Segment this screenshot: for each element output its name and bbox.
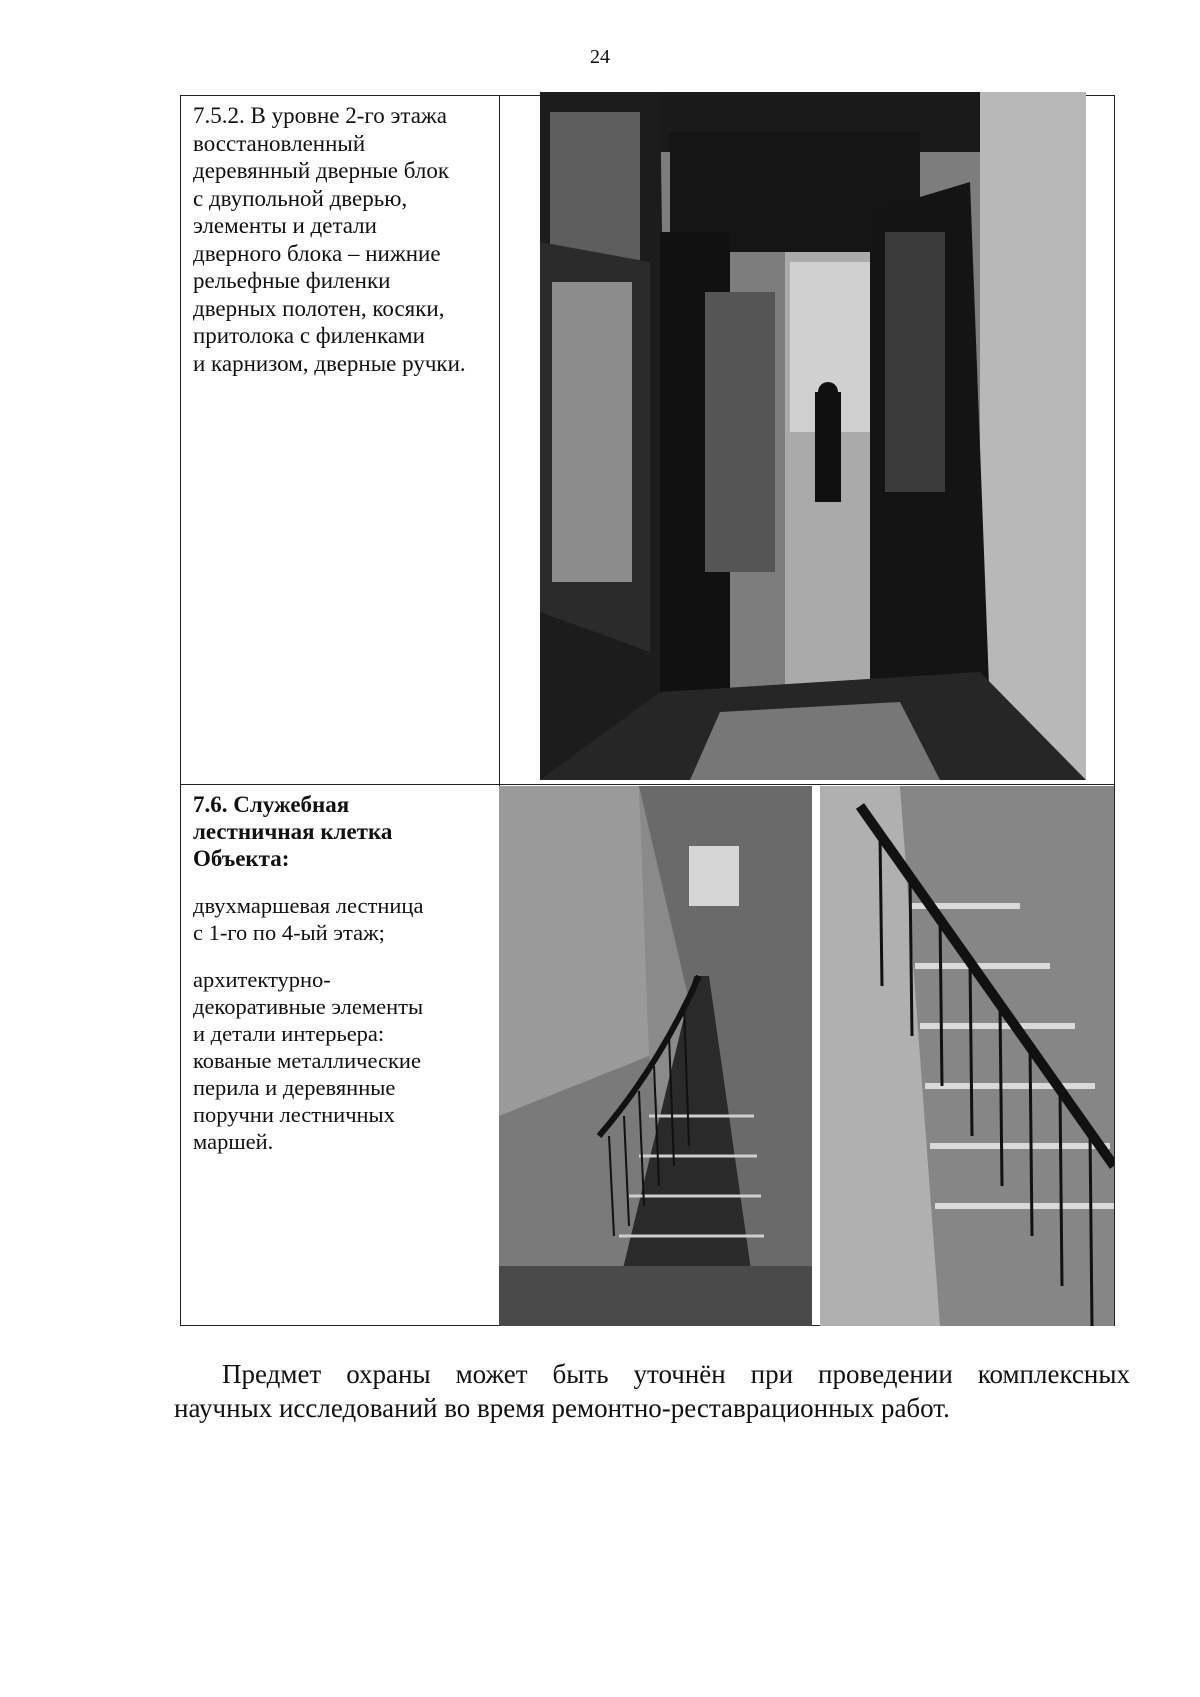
staircase-photo-right (820, 786, 1114, 1326)
description-cell (181, 785, 500, 1326)
text-line: архитектурно- (193, 967, 331, 992)
text-line: с 1-го по 4-ый этаж; (193, 920, 385, 945)
photo-cell (500, 96, 1115, 785)
item-description-7-5-2 (181, 96, 499, 377)
text-line: притолока с филенками (193, 323, 425, 348)
text-line: восстановленный (193, 130, 366, 156)
text-line: с двупольной дверью, (193, 185, 408, 211)
item-heading-7-6 (181, 785, 499, 872)
text-line: кованые металлические (193, 1048, 421, 1073)
text-line: двухмаршевая лестница (193, 893, 424, 918)
text-line: рельефные филенки (193, 268, 391, 293)
heading-line: лестничная клетка (193, 819, 393, 844)
staircase-description (181, 892, 499, 946)
text-line: перила и деревянные (193, 1075, 396, 1100)
text-line: дверных полотен, косяки, (193, 295, 445, 321)
table-row (181, 785, 1115, 1326)
text-line: и карнизом, дверные ручки. (193, 350, 466, 376)
text-line: элементы и детали (193, 213, 377, 238)
photo-cell (500, 785, 1115, 1326)
text-line: деревянный дверные блок (193, 158, 450, 183)
text-line: декоративные элементы (193, 994, 424, 1019)
footer-note (174, 1357, 1130, 1425)
staircase-photo-left (499, 786, 812, 1326)
heading-line: Объекта: (193, 846, 290, 871)
footer-line: Предмет охраны может быть уточнён при проведении комплексных (222, 1359, 1130, 1389)
page-number: 24 (590, 46, 610, 68)
table-row (181, 96, 1115, 785)
text-line: поручни лестничных (193, 1102, 395, 1127)
protection-subject-table (180, 95, 1115, 1326)
text-line: 7.5.2. В уровне 2-го этажа (193, 103, 447, 128)
footer-line: научных исследований во время ремонтно-реставрационных работ. (174, 1393, 950, 1423)
text-line: и детали интерьера: (193, 1021, 385, 1046)
decor-description (181, 966, 499, 1155)
description-cell (181, 96, 500, 785)
door-photo (540, 92, 1086, 780)
text-line: дверного блока – нижние (193, 240, 441, 266)
text-line: маршей. (193, 1129, 274, 1154)
heading-line: 7.6. Служебная (193, 792, 350, 817)
